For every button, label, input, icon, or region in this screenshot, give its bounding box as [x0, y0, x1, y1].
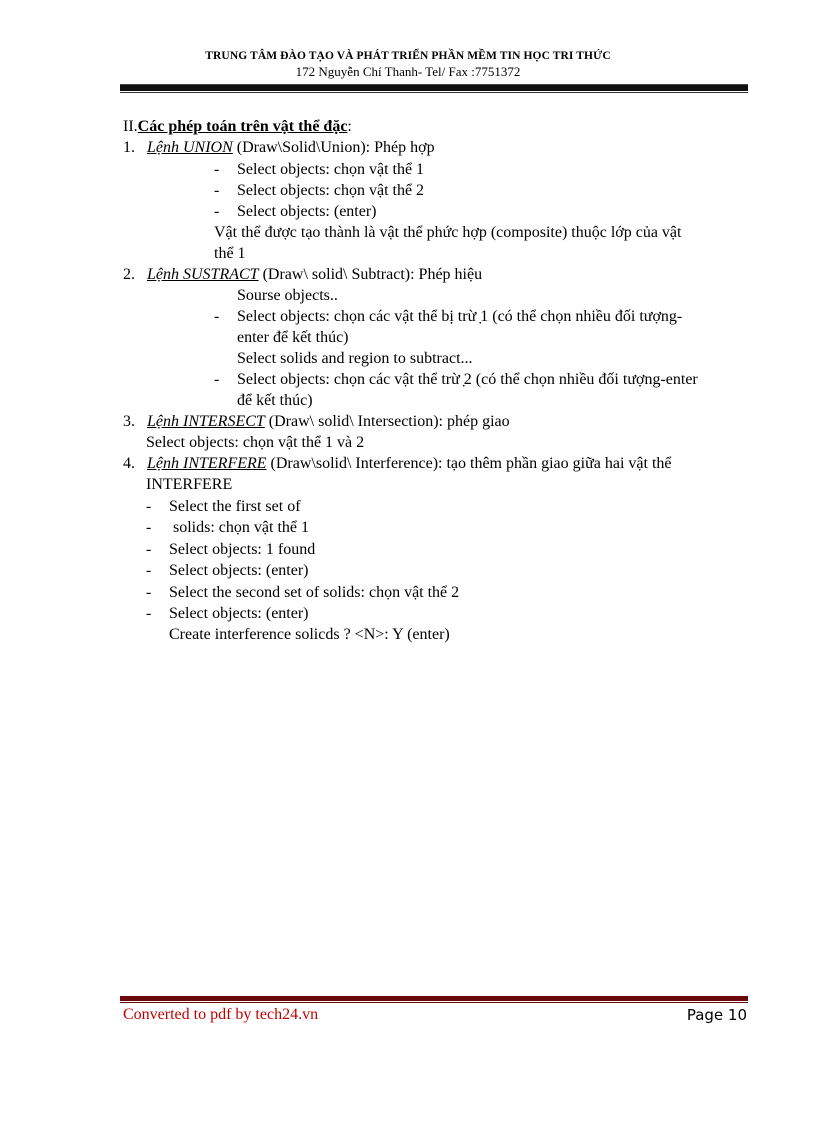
list-item — [146, 603, 151, 624]
command-description: (Draw\ solid\ Subtract): Phép hiệu — [258, 266, 483, 283]
command-description: (Draw\solid\ Interference): tạo thêm phần giao giữa hai vật thể — [266, 455, 672, 472]
step-text: Select objects: (enter) — [237, 203, 377, 220]
list-item — [146, 539, 151, 560]
command-name: Lệnh INTERSECT — [147, 413, 265, 430]
step-text: Select objects: (enter) — [169, 605, 309, 622]
step-text: Select objects: chọn các vật thể trừ ̣2 (có thể chọn nhiều đối tượng-enter — [237, 371, 698, 388]
list-item — [214, 159, 219, 180]
item-intersect — [123, 411, 510, 432]
header-address: 172 Nguyễn Chí Thanh- Tel/ Fax :7751372 — [295, 64, 521, 79]
item-interfere — [123, 453, 672, 474]
page-number: Page 10 — [686, 1006, 747, 1024]
item-number: 1. — [123, 139, 135, 156]
command-description: (Draw\Solid\Union): Phép hợp — [232, 139, 435, 156]
note-text: Vật thể được tạo thành là vật thể phức hợp (composite) thuộc lớp của vật — [214, 224, 682, 241]
bullet: - — [146, 519, 152, 536]
step-text: Select objects: chọn vật thể 2 — [237, 182, 425, 199]
step-text: Sourse objects.. — [237, 287, 338, 304]
bullet: - — [214, 161, 220, 178]
bullet: - — [146, 541, 152, 558]
step-text: Select solids and region to subtract... — [237, 350, 473, 367]
bullet: - — [146, 605, 152, 622]
item-number: 3. — [123, 413, 135, 430]
list-item — [146, 582, 151, 603]
item-subtract — [123, 264, 482, 285]
step-text: solids: chọn vật thể 1 — [169, 519, 309, 536]
bullet: - — [146, 584, 152, 601]
list-item — [214, 201, 219, 222]
section-heading — [123, 116, 352, 137]
header-rule — [120, 84, 748, 91]
step-text: Select the second set of solids: chọn vật thể 2 — [169, 584, 460, 601]
step-text: enter để kết thúc) — [237, 329, 349, 346]
list-item — [214, 180, 219, 201]
step-text: Select the first set of — [169, 498, 301, 515]
step-text: Select objects: (enter) — [169, 562, 309, 579]
step-text: Select objects: chọn vật thể 1 — [237, 161, 425, 178]
list-item — [214, 306, 219, 327]
list-item — [146, 517, 151, 538]
step-text: để kết thúc) — [237, 392, 313, 409]
header-organization: TRUNG TÂM ĐÀO TẠO VÀ PHÁT TRIỂN PHẦN MỀM TIN HỌC TRI THỨC — [205, 50, 611, 62]
step-text: Create interference solicds ? <N>: Y (enter) — [169, 626, 450, 643]
list-item — [146, 496, 151, 517]
bullet: - — [146, 562, 152, 579]
step-text: Select objects: chọn các vật thể bị trừ ̣1 (có thể chọn nhiều đối tượng- — [237, 308, 683, 325]
list-item — [214, 369, 219, 390]
bullet: - — [214, 182, 220, 199]
bullet: - — [214, 308, 220, 325]
note-text: thể 1 — [214, 245, 246, 262]
command-name: Lệnh SUSTRACT — [147, 266, 259, 283]
step-text: Select objects: chọn vật thể 1 và 2 — [146, 434, 365, 451]
item-union — [123, 137, 435, 158]
bullet: - — [214, 203, 220, 220]
command-name: Lệnh UNION — [147, 139, 233, 156]
footer-source-link[interactable]: Converted to pdf by tech24.vn — [123, 1006, 319, 1023]
command-keyword: INTERFERE — [146, 476, 233, 493]
list-item — [146, 560, 151, 581]
step-text: Select objects: 1 found — [169, 541, 316, 558]
item-number: 2. — [123, 266, 135, 283]
section-title: Các phép toán trên vật thể đặc — [137, 118, 348, 135]
item-number: 4. — [123, 455, 135, 472]
section-suffix: : — [347, 118, 352, 135]
command-name: Lệnh INTERFERE — [147, 455, 267, 472]
command-description: (Draw\ solid\ Intersection): phép giao — [264, 413, 510, 430]
footer-rule — [120, 996, 748, 1001]
page-header — [0, 48, 816, 80]
section-prefix: II. — [123, 118, 138, 135]
bullet: - — [214, 371, 220, 388]
bullet: - — [146, 498, 152, 515]
